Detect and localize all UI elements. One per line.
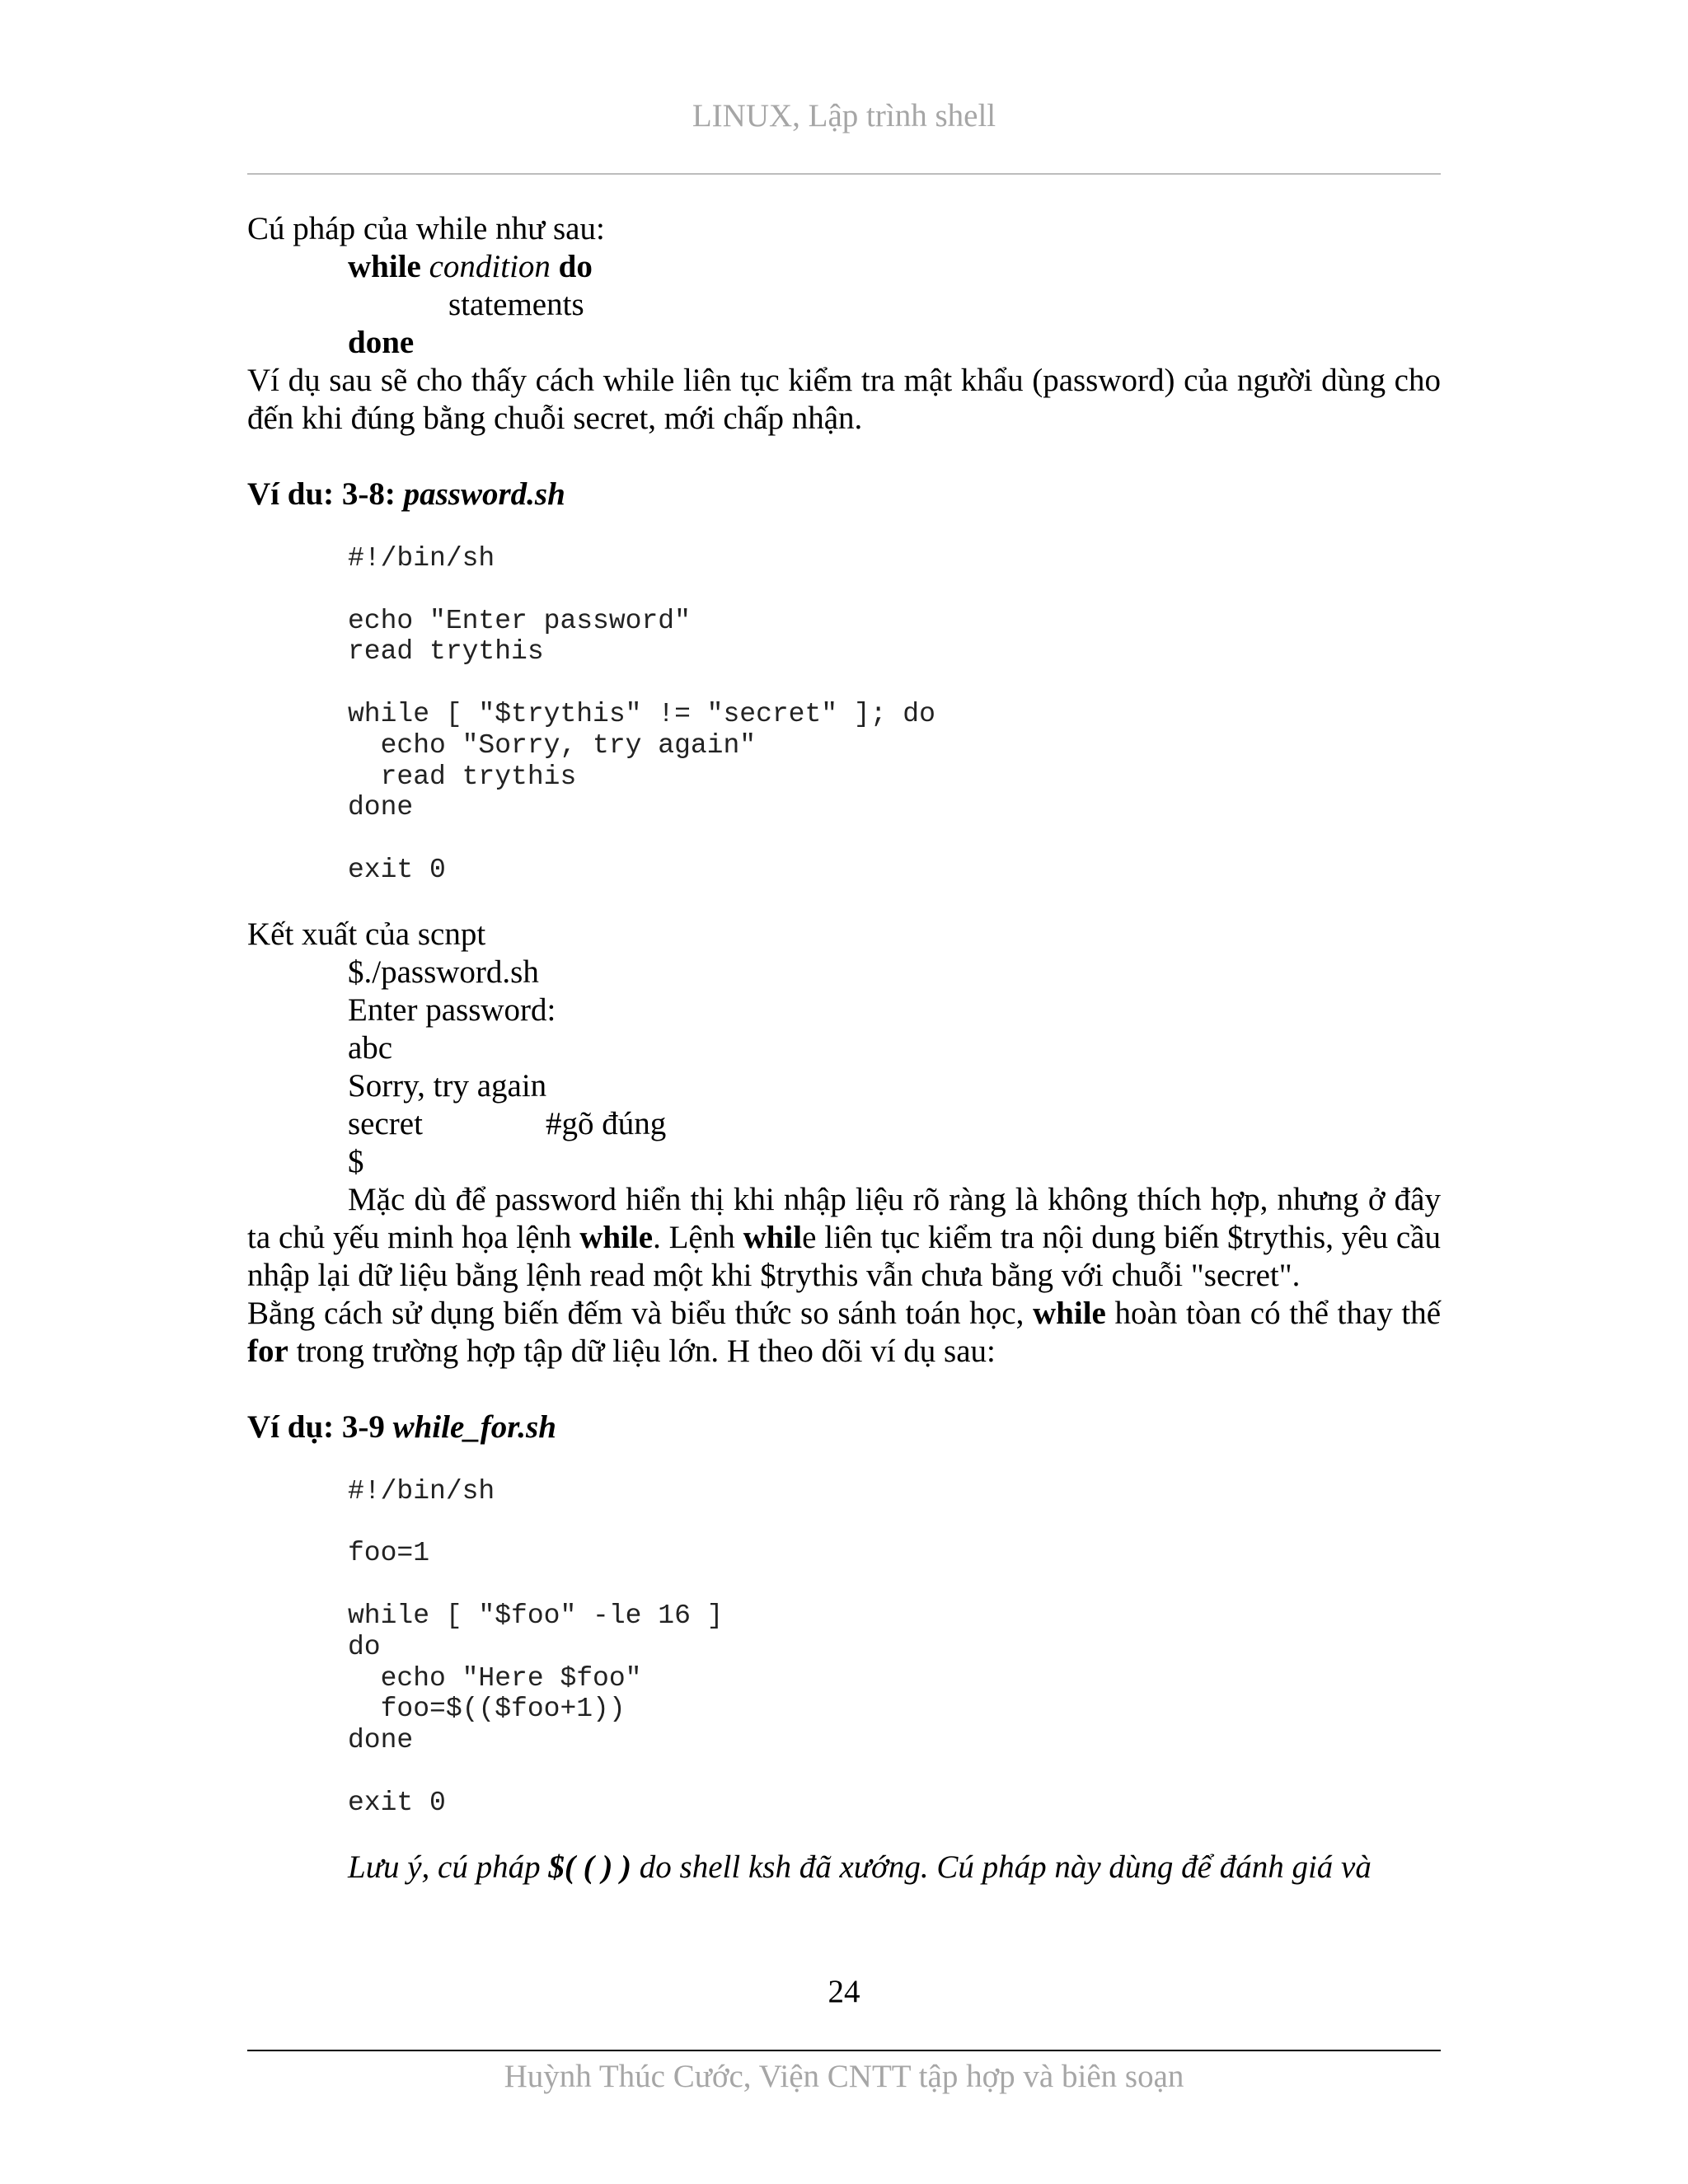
example-title-2: Ví dụ: 3-9 while_for.sh [247,1408,556,1445]
page-number: 24 [828,1974,860,2009]
output-prompt: $ [348,1143,364,1179]
note-paragraph: Lưu ý, cú pháp $( ( ) ) do shell ksh đã xướng. Cú pháp này dùng để đánh giá và [348,1849,1372,1885]
running-footer: Huỳnh Thúc Cước, Viện CNTT tập hợp và biên soạn [504,2059,1184,2094]
output-line: $./password.sh [348,954,539,990]
footer-rule [247,2050,1441,2051]
example-file-2: while_for.sh [392,1408,556,1445]
code-block-while-for: #!/bin/sh foo=1 while [ "$foo" -le 16 ] do echo "Here $foo" foo=$(($foo+1)) done exit 0 [348,1475,724,1818]
output-line-secret: secret #gõ đúng [348,1105,667,1141]
page-content [247,210,1441,1886]
syntax-intro: Cú pháp của while như sau: [247,211,605,246]
output-line: abc [348,1029,393,1066]
syntax-line-done: done [348,325,415,360]
kw-while: while [348,249,421,284]
example-file-1: password.sh [403,476,565,512]
kw-do: do [558,249,593,284]
running-header: LINUX, Lập trình shell [692,98,996,134]
paragraph-explanation: Mặc dù để password hiển thị khi nhập liệu rõ ràng là không thích hợp, nhưng ở đây ta chủ yếu minh họa lệnh while. Lệnh while liên tục kiểm tra nội dung biến $trythis, yêu cầu nhập lại dữ liệu bằng lệnh read một khi $trythis vẫn chưa bằng với chuỗi "secret". [247,1181,1441,1293]
syntax-line-while [247,248,1441,286]
output-intro: Kết xuất của scnpt [247,916,486,952]
output-line: Sorry, try again [348,1067,547,1104]
output-comment: #gõ đúng [546,1105,667,1141]
syntax-statements: statements [448,287,584,322]
code-block-password: #!/bin/sh echo "Enter password" read trythis while [ "$trythis" != "secret" ]; do echo "Sorry, try again" read trythis done exit 0 [348,543,935,885]
header-rule [247,173,1441,175]
kw-condition: condition [429,249,551,284]
paragraph-while-for: Bằng cách sử dụng biến đếm và biểu thức so sánh toán học, while hoàn tòan có thể thay thế for trong trường hợp tập dữ liệu lớn. H theo dõi ví dụ sau: [247,1295,1442,1369]
paragraph-intro: Ví dụ sau sẽ cho thấy cách while liên tục kiểm tra mật khẩu (password) của người dùng cho đến khi đúng bằng chuỗi secret, mới chấp nhận. [247,363,1441,436]
output-line: Enter password: [348,991,556,1028]
example-title-1: Ví du: 3-8: password.sh [247,476,565,512]
